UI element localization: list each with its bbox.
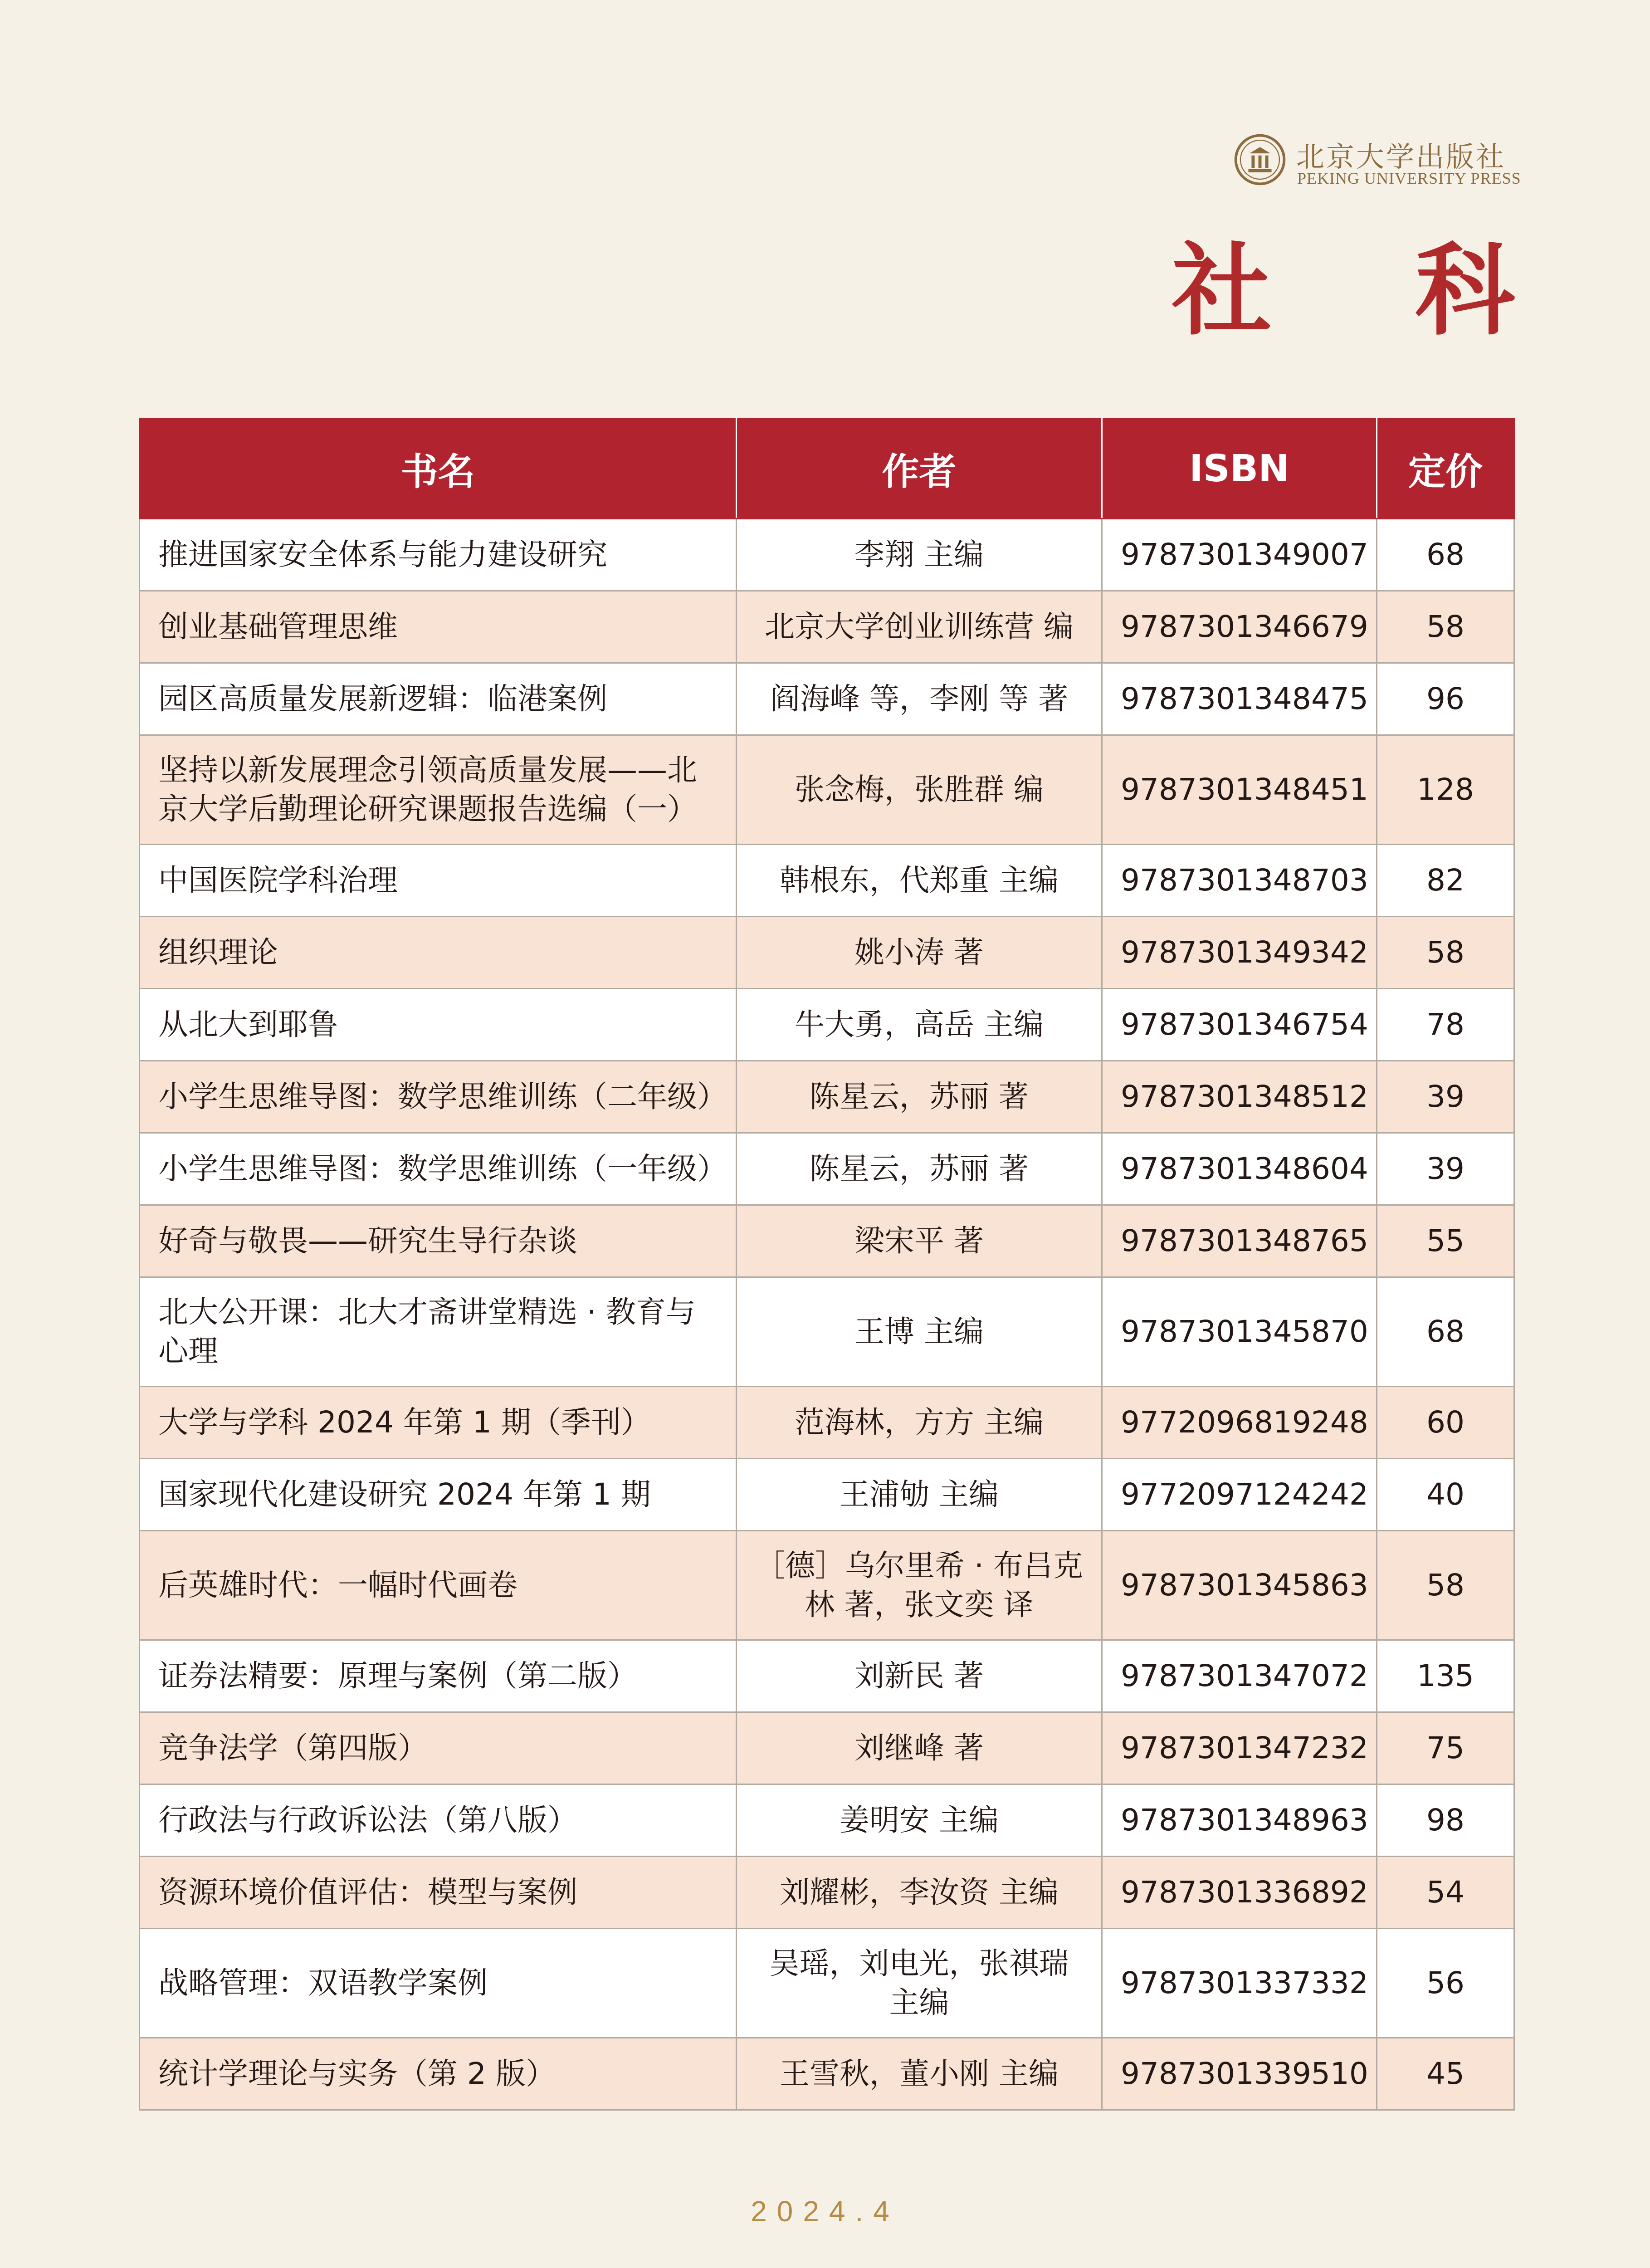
- header-isbn: ISBN: [1102, 419, 1377, 519]
- book-isbn: 9787301348604: [1102, 1133, 1377, 1205]
- table-header-row: [140, 419, 1514, 519]
- book-isbn: 9787301346679: [1102, 591, 1377, 663]
- book-author: 北京大学创业训练营 编: [737, 591, 1102, 663]
- book-title: 国家现代化建设研究 2024 年第 1 期: [140, 1459, 737, 1531]
- table-row: [140, 1061, 1514, 1133]
- book-author: 牛大勇，高岳 主编: [737, 989, 1102, 1061]
- book-price: 54: [1377, 1857, 1514, 1929]
- book-price: 128: [1377, 735, 1514, 845]
- book-price: 98: [1377, 1784, 1514, 1857]
- book-price: 135: [1377, 1640, 1514, 1712]
- book-price: 68: [1377, 519, 1514, 591]
- book-title: 坚持以新发展理念引领高质量发展——北京大学后勤理论研究课题报告选编（一）: [140, 735, 737, 845]
- peking-university-seal-icon: [1234, 133, 1286, 186]
- book-isbn: 9787301348475: [1102, 663, 1377, 735]
- book-author: 吴瑶，刘电光，张祺瑞 主编: [737, 1929, 1102, 2038]
- table-row: [140, 591, 1514, 663]
- book-isbn: 9787301339510: [1102, 2038, 1377, 2110]
- book-isbn: 9787301336892: [1102, 1857, 1377, 1929]
- book-isbn: 9787301348765: [1102, 1205, 1377, 1277]
- table-row: [140, 1640, 1514, 1712]
- book-price: 78: [1377, 989, 1514, 1061]
- book-author: 刘继峰 著: [737, 1712, 1102, 1784]
- book-author: 刘新民 著: [737, 1640, 1102, 1712]
- book-author: 姚小涛 著: [737, 917, 1102, 989]
- book-isbn: 9787301345863: [1102, 1531, 1377, 1640]
- table-row: [140, 663, 1514, 735]
- book-title: 资源环境价值评估：模型与案例: [140, 1857, 737, 1929]
- book-author: 李翔 主编: [737, 519, 1102, 591]
- publication-date: 2024.4: [751, 2195, 899, 2228]
- book-title: 北大公开课：北大才斋讲堂精选 · 教育与心理: [140, 1277, 737, 1387]
- book-author: 刘耀彬，李汝资 主编: [737, 1857, 1102, 1929]
- table-row: [140, 989, 1514, 1061]
- book-price: 82: [1377, 845, 1514, 917]
- book-author: ［德］乌尔里希 · 布吕克林 著，张文奕 译: [737, 1531, 1102, 1640]
- book-title: 证券法精要：原理与案例（第二版）: [140, 1640, 737, 1712]
- book-author: 阎海峰 等，李刚 等 著: [737, 663, 1102, 735]
- book-title: 小学生思维导图：数学思维训练（二年级）: [140, 1061, 737, 1133]
- publisher-name-cn: 北京大学出版社: [1296, 140, 1506, 173]
- book-price: 60: [1377, 1387, 1514, 1459]
- book-list-table: [139, 418, 1515, 2111]
- book-price: 68: [1377, 1277, 1514, 1387]
- table-row: [140, 917, 1514, 989]
- book-price: 39: [1377, 1133, 1514, 1205]
- book-price: 40: [1377, 1459, 1514, 1531]
- book-title: 行政法与行政诉讼法（第八版）: [140, 1784, 737, 1857]
- book-price: 58: [1377, 917, 1514, 989]
- book-author: 王浦劬 主编: [737, 1459, 1102, 1531]
- table-row: [140, 735, 1514, 845]
- table-row: [140, 1929, 1514, 2038]
- table-row: [140, 1205, 1514, 1277]
- table-row: [140, 1133, 1514, 1205]
- book-isbn: 9787301345870: [1102, 1277, 1377, 1387]
- book-price: 58: [1377, 1531, 1514, 1640]
- book-title: 从北大到耶鲁: [140, 989, 737, 1061]
- book-author: 姜明安 主编: [737, 1784, 1102, 1857]
- book-title: 小学生思维导图：数学思维训练（一年级）: [140, 1133, 737, 1205]
- publisher-logo: [1234, 131, 1524, 190]
- book-price: 75: [1377, 1712, 1514, 1784]
- book-price: 39: [1377, 1061, 1514, 1133]
- book-title: 战略管理：双语教学案例: [140, 1929, 737, 2038]
- table-row: [140, 1387, 1514, 1459]
- book-isbn: 9787301337332: [1102, 1929, 1377, 2038]
- book-title: 组织理论: [140, 917, 737, 989]
- book-title: 推进国家安全体系与能力建设研究: [140, 519, 737, 591]
- section-title: 社 科: [1172, 231, 1569, 349]
- book-author: 陈星云，苏丽 著: [737, 1133, 1102, 1205]
- book-price: 45: [1377, 2038, 1514, 2110]
- table-row: [140, 1857, 1514, 1929]
- book-price: 55: [1377, 1205, 1514, 1277]
- header-author: 作者: [737, 419, 1102, 519]
- book-author: 梁宋平 著: [737, 1205, 1102, 1277]
- book-author: 张念梅，张胜群 编: [737, 735, 1102, 845]
- book-author: 王雪秋，董小刚 主编: [737, 2038, 1102, 2110]
- table-row: [140, 1531, 1514, 1640]
- book-title: 创业基础管理思维: [140, 591, 737, 663]
- book-isbn: 9787301348451: [1102, 735, 1377, 845]
- book-isbn: 9787301347232: [1102, 1712, 1377, 1784]
- table-row: [140, 2038, 1514, 2110]
- book-title: 后英雄时代：一幅时代画卷: [140, 1531, 737, 1640]
- book-isbn: 9787301346754: [1102, 989, 1377, 1061]
- book-isbn: 9787301348963: [1102, 1784, 1377, 1857]
- book-isbn: 9787301348703: [1102, 845, 1377, 917]
- book-author: 陈星云，苏丽 著: [737, 1061, 1102, 1133]
- book-isbn: 9787301348512: [1102, 1061, 1377, 1133]
- book-title: 大学与学科 2024 年第 1 期（季刊）: [140, 1387, 737, 1459]
- table-row: [140, 1459, 1514, 1531]
- book-isbn: 9787301349342: [1102, 917, 1377, 989]
- table-row: [140, 1712, 1514, 1784]
- book-title: 中国医院学科治理: [140, 845, 737, 917]
- book-title: 好奇与敬畏——研究生导行杂谈: [140, 1205, 737, 1277]
- header-title: 书名: [140, 419, 737, 519]
- book-isbn: 9772096819248: [1102, 1387, 1377, 1459]
- book-isbn: 9787301347072: [1102, 1640, 1377, 1712]
- book-isbn: 9772097124242: [1102, 1459, 1377, 1531]
- table-row: [140, 1277, 1514, 1387]
- book-isbn: 9787301349007: [1102, 519, 1377, 591]
- book-price: 56: [1377, 1929, 1514, 2038]
- book-title: 园区高质量发展新逻辑：临港案例: [140, 663, 737, 735]
- book-title: 竞争法学（第四版）: [140, 1712, 737, 1784]
- book-price: 96: [1377, 663, 1514, 735]
- publisher-name-en: PEKING UNIVERSITY PRESS: [1297, 169, 1521, 187]
- book-author: 王博 主编: [737, 1277, 1102, 1387]
- table-row: [140, 519, 1514, 591]
- table-row: [140, 1784, 1514, 1857]
- book-price: 58: [1377, 591, 1514, 663]
- book-author: 韩根东，代郑重 主编: [737, 845, 1102, 917]
- header-price: 定价: [1377, 419, 1514, 519]
- book-author: 范海林，方方 主编: [737, 1387, 1102, 1459]
- book-title: 统计学理论与实务（第 2 版）: [140, 2038, 737, 2110]
- table-row: [140, 845, 1514, 917]
